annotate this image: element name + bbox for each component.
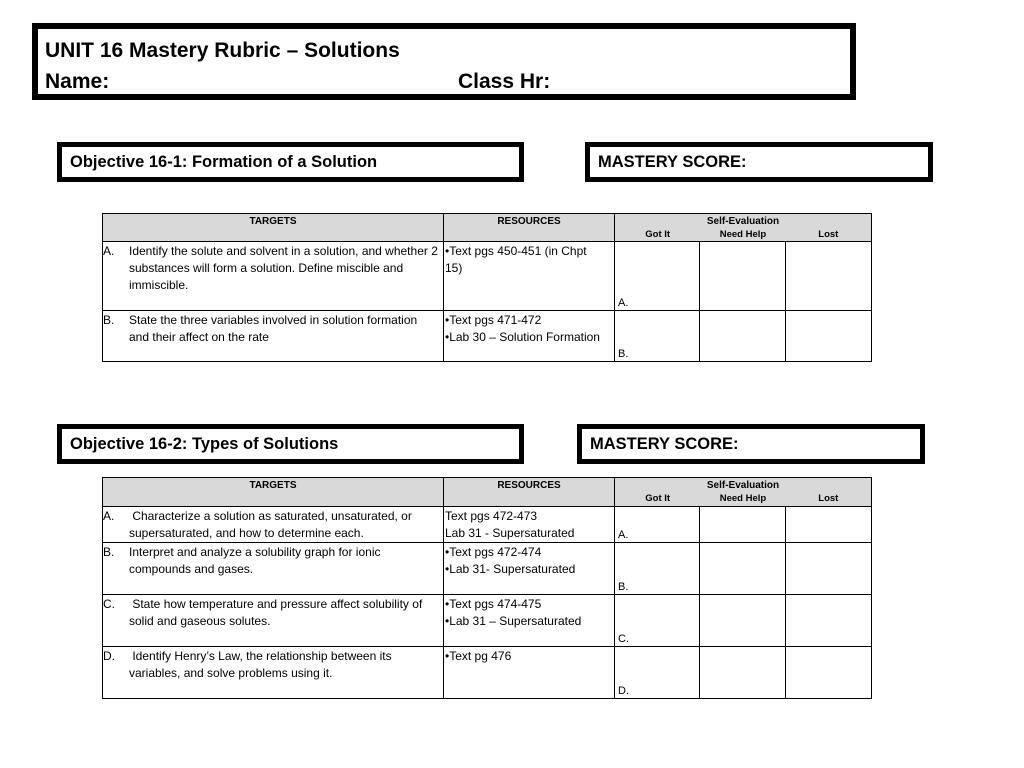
table-header-row <box>103 214 872 242</box>
row-letter: B. <box>618 348 629 360</box>
lost-cell[interactable] <box>786 242 872 311</box>
objective-2-rubric-table <box>102 477 872 699</box>
target-letter: A. <box>103 244 115 258</box>
table-row <box>103 311 872 362</box>
target-cell <box>103 647 444 699</box>
need-help-cell[interactable] <box>700 311 786 362</box>
row-letter: D. <box>618 685 629 697</box>
need-help-header: Need Help <box>719 493 767 504</box>
resources-cell <box>444 647 615 699</box>
resources-cell <box>444 242 615 311</box>
resources-header: RESOURCES <box>444 478 615 507</box>
resource-item: •Text pg 476 <box>445 649 512 663</box>
row-letter: A. <box>618 529 629 541</box>
resource-item: •Lab 31- Supersaturated <box>445 562 576 576</box>
row-letter: C. <box>618 633 629 645</box>
lost-cell[interactable] <box>786 507 872 543</box>
class-hour-label: Class Hr: <box>458 70 551 93</box>
target-letter: B. <box>103 313 115 327</box>
table-row <box>103 507 872 543</box>
lost-header: Lost <box>818 493 839 504</box>
objective-1-mastery-score: MASTERY SCORE: <box>585 142 933 182</box>
title-box <box>32 23 856 100</box>
self-evaluation-header <box>615 478 872 507</box>
self-evaluation-title: Self-Evaluation <box>706 480 780 491</box>
target-text: State the three variables involved in solution formation and their affect on the rate <box>129 313 418 344</box>
resources-cell <box>444 595 615 647</box>
name-label: Name: <box>45 70 110 93</box>
got-it-header: Got It <box>645 229 671 240</box>
name-class-line <box>45 66 850 97</box>
table-row <box>103 595 872 647</box>
row-letter: A. <box>618 297 629 309</box>
target-letter: C. <box>103 597 115 611</box>
target-cell <box>103 507 444 543</box>
table-row <box>103 543 872 595</box>
resource-item: •Text pgs 471-472 <box>445 313 542 327</box>
target-letter: B. <box>103 545 115 559</box>
got-it-cell[interactable] <box>615 543 700 595</box>
self-evaluation-header <box>615 214 872 242</box>
resource-item: •Text pgs 474-475 <box>445 597 542 611</box>
got-it-cell[interactable] <box>615 595 700 647</box>
lost-cell[interactable] <box>786 595 872 647</box>
target-text: State how temperature and pressure affect solubility of solid and gaseous solutes. <box>129 597 423 628</box>
resource-item: 15) <box>445 261 463 275</box>
got-it-cell[interactable] <box>615 647 700 699</box>
objective-2-title: Objective 16-2: Types of Solutions <box>57 424 524 464</box>
targets-header: TARGETS <box>103 478 444 507</box>
lost-cell[interactable] <box>786 647 872 699</box>
need-help-cell[interactable] <box>700 647 786 699</box>
objective-1-rubric-table <box>102 213 872 362</box>
resource-item: •Lab 31 – Supersaturated <box>445 614 582 628</box>
resources-cell <box>444 311 615 362</box>
got-it-header: Got It <box>645 493 671 504</box>
target-cell <box>103 595 444 647</box>
resources-header: RESOURCES <box>444 214 615 242</box>
table-header-row <box>103 478 872 507</box>
table-row <box>103 242 872 311</box>
got-it-cell[interactable] <box>615 242 700 311</box>
page-title: UNIT 16 Mastery Rubric – Solutions <box>45 39 400 62</box>
got-it-cell[interactable] <box>615 311 700 362</box>
target-cell <box>103 311 444 362</box>
targets-header: TARGETS <box>103 214 444 242</box>
lost-cell[interactable] <box>786 543 872 595</box>
objective-2-mastery-score: MASTERY SCORE: <box>577 424 925 464</box>
resource-item: •Text pgs 472-474 <box>445 545 542 559</box>
target-text: Identify the solute and solvent in a solution, and whether 2 substances will form a solution. Define miscible and immiscible. <box>129 244 438 292</box>
table-row <box>103 647 872 699</box>
target-letter: A. <box>103 509 115 523</box>
resource-item: Text pgs 472-473 <box>445 509 538 523</box>
resource-item: •Text pgs 450-451 (in Chpt <box>445 244 587 258</box>
need-help-cell[interactable] <box>700 242 786 311</box>
target-cell <box>103 242 444 311</box>
lost-header: Lost <box>818 229 839 240</box>
target-cell <box>103 543 444 595</box>
resource-item: Lab 31 - Supersaturated <box>445 526 575 540</box>
target-text: Interpret and analyze a solubility graph for ionic compounds and gases. <box>129 545 381 576</box>
resources-cell <box>444 543 615 595</box>
target-text: Characterize a solution as saturated, unsaturated, or supersaturated, and how to determine each. <box>129 509 412 540</box>
resource-item: •Lab 30 – Solution Formation <box>445 330 600 344</box>
resources-cell <box>444 507 615 543</box>
lost-cell[interactable] <box>786 311 872 362</box>
need-help-cell[interactable] <box>700 507 786 543</box>
row-letter: B. <box>618 581 629 593</box>
need-help-cell[interactable] <box>700 543 786 595</box>
need-help-header: Need Help <box>719 229 767 240</box>
need-help-cell[interactable] <box>700 595 786 647</box>
got-it-cell[interactable] <box>615 507 700 543</box>
objective-1-title: Objective 16-1: Formation of a Solution <box>57 142 524 182</box>
target-letter: D. <box>103 649 115 663</box>
target-text: Identify Henry’s Law, the relationship between its variables, and solve problems using it. <box>129 649 392 680</box>
self-evaluation-title: Self-Evaluation <box>706 216 780 227</box>
